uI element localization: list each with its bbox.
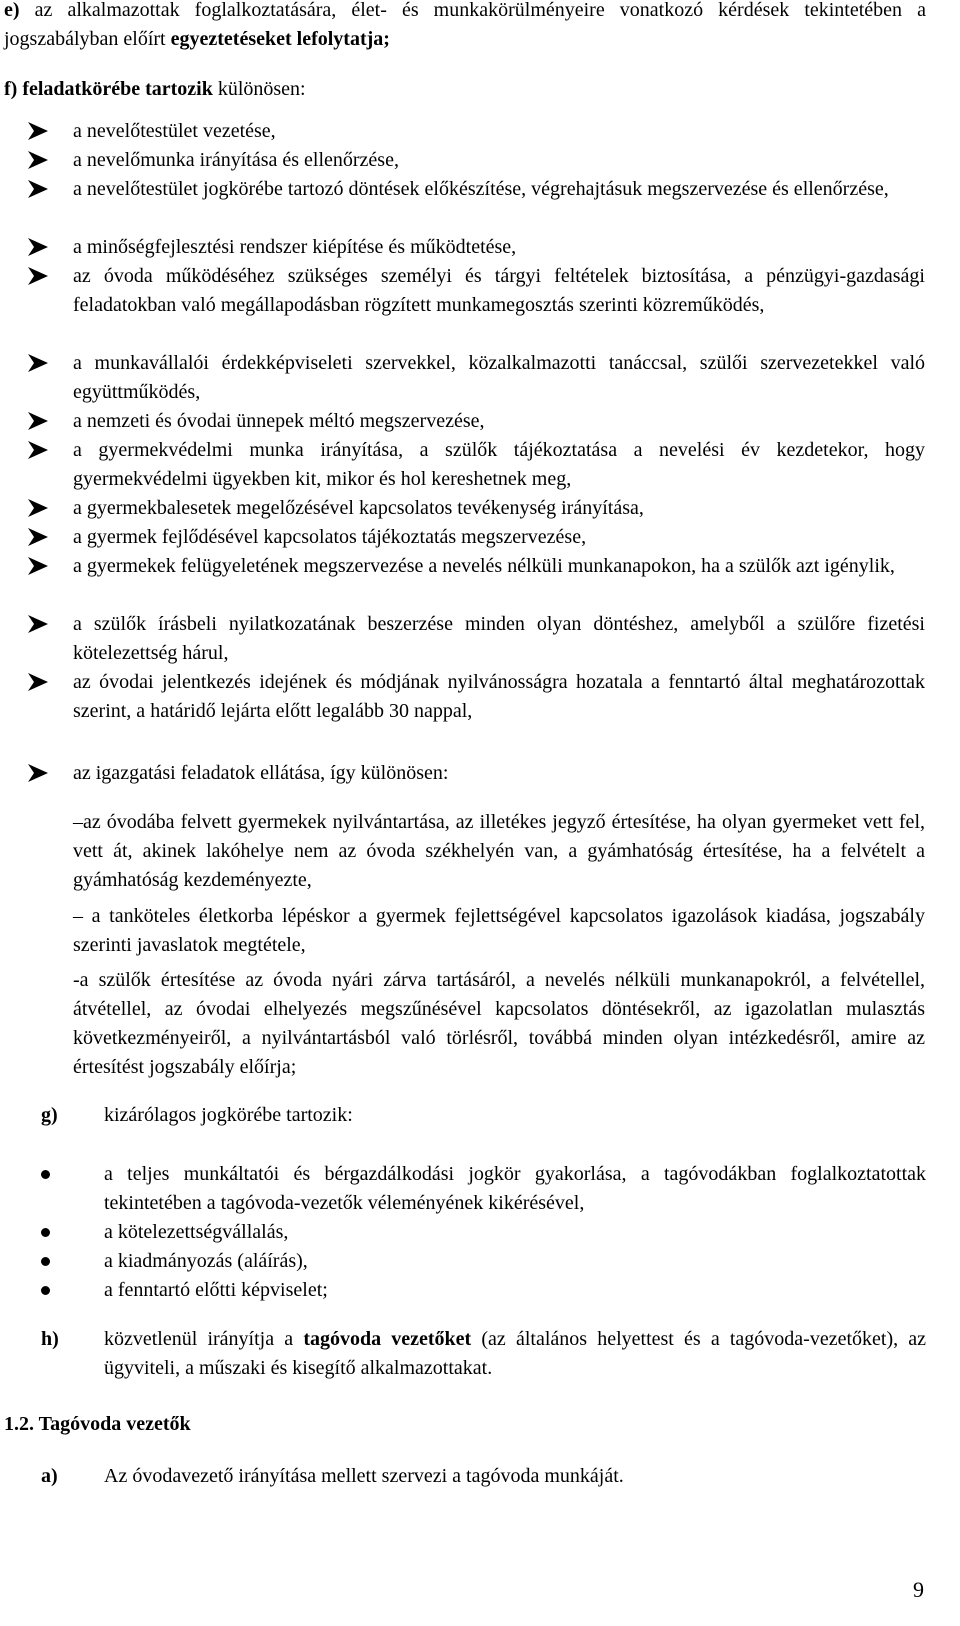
paragraph-f-text: különösen: xyxy=(217,78,306,100)
arrow-bullet-icon xyxy=(27,266,49,286)
g-heading: kizárólagos jogkörébe tartozik: xyxy=(104,1104,353,1126)
paragraph-e-text: az alkalmazottak foglalkoztatására, élet- és munkakörülményeire vonatkozó kérdések tekintetében a jogszabályban előírt xyxy=(4,0,926,50)
list-item: a nevelőmunka irányítása és ellenőrzése, xyxy=(73,149,399,171)
list-item: a gyermekek felügyeletének megszervezése a nevelés nélküli munkanapokon, ha a szülők azt igénylik, xyxy=(73,555,895,577)
arrow-bullet-icon xyxy=(27,556,49,576)
paragraph-e-bold: egyeztetéseket lefolytatja; xyxy=(170,28,390,50)
list-item: a minőségfejlesztési rendszer kiépítése és működtetése, xyxy=(73,236,517,258)
admin-paragraph: -a szülők értesítése az óvoda nyári zárva tartásáról, a nevelés nélküli munkanapokról, a felvétellel, átvétellel, az óvodai elhelyezés megszűnésével kapcsolatos döntésekről, az igazolatlan mulasztás következményeiről, a nyilvántartásból való törlésről, továbbá minden olyan intézkedésről, amire az értesítést jogszabály előírja; xyxy=(73,969,925,1078)
arrow-bullet-icon xyxy=(27,353,49,373)
round-bullet-icon xyxy=(41,1228,50,1237)
list-item: a gyermekbalesetek megelőzésével kapcsolatos tevékenység irányítása, xyxy=(73,497,644,519)
list-item: a szülők írásbeli nyilatkozatának beszerzése minden olyan döntéshez, amelyből a szülőre fizetési kötelezettség hárul, xyxy=(73,613,925,664)
paragraph-h xyxy=(104,1325,926,1383)
list-item: a munkavállalói érdekképviseleti szervekkel, közalkalmazotti tanáccsal, szülői szervezetekkel való együttműködés, xyxy=(73,352,925,403)
round-bullet-icon xyxy=(41,1257,50,1266)
arrow-bullet-icon xyxy=(27,179,49,199)
paragraph-a: Az óvodavezető irányítása mellett szervezi a tagóvoda munkáját. xyxy=(104,1465,624,1487)
arrow-bullet-icon xyxy=(27,527,49,547)
list-item: a nevelőtestület vezetése, xyxy=(73,120,276,142)
list-item: a gyermekvédelmi munka irányítása, a szülők tájékoztatása a nevelési év kezdetekor, hogy gyermekvédelmi ügyekben kit, mikor és hol kereshetnek meg, xyxy=(73,439,925,490)
page-number: 9 xyxy=(913,1577,924,1602)
list-item: a gyermek fejlődésével kapcsolatos tájékoztatás megszervezése, xyxy=(73,526,587,548)
arrow-bullet-icon xyxy=(27,672,49,692)
admin-paragraph: – a tanköteles életkorba lépéskor a gyermek fejlettségével kapcsolatos igazolások kiadása, jogszabály szerinti javaslatok megtétele, xyxy=(73,905,925,956)
item-label-a: a) xyxy=(41,1465,58,1487)
arrow-bullet-icon xyxy=(27,763,49,783)
arrow-bullet-icon xyxy=(27,150,49,170)
list-item: a nemzeti és óvodai ünnepek méltó megszervezése, xyxy=(73,410,485,432)
paragraph-e xyxy=(4,0,926,54)
list-item: a kiadmányozás (aláírás), xyxy=(104,1250,308,1272)
paragraph-h-text-after: (az általános helyettest és a tagóvoda-vezetőket), az ügyviteli, a műszaki és kisegítő alkalmazottakat. xyxy=(104,1328,927,1379)
paragraph-h-text-before: közvetlenül irányítja a xyxy=(104,1328,294,1350)
item-label-h: h) xyxy=(41,1328,59,1350)
arrow-bullet-icon xyxy=(27,121,49,141)
list-item: a teljes munkáltatói és bérgazdálkodási jogkör gyakorlása, a tagóvodákban foglalkoztatottak tekintetében a tagóvoda-vezetők véleményének kikérésével, xyxy=(104,1163,926,1214)
paragraph-f-bold: feladatkörébe tartozik xyxy=(22,78,213,100)
item-label-f: f) xyxy=(4,78,18,100)
round-bullet-icon xyxy=(41,1170,50,1179)
round-bullet-icon xyxy=(41,1286,50,1295)
section-heading: 1.2. Tagóvoda vezetők xyxy=(4,1413,191,1435)
item-label-e: e) xyxy=(4,0,20,21)
admin-paragraph: –az óvodába felvett gyermekek nyilvántartása, az illetékes jegyző értesítése, ha olyan gyermeket vett fel, vett át, akinek lakóhelye nem az óvoda székhelyén van, a gyámhatóság értesítése, ha a felvételt a gyámhatóság kezdeményezte, xyxy=(73,811,925,891)
list-item: a kötelezettségvállalás, xyxy=(104,1221,289,1243)
arrow-bullet-icon xyxy=(27,614,49,634)
arrow-bullet-icon xyxy=(27,498,49,518)
paragraph-h-bold: tagóvoda vezetőket xyxy=(303,1328,472,1350)
item-label-g: g) xyxy=(41,1104,58,1126)
list-item: az óvodai jelentkezés idejének és módjának nyilvánosságra hozatala a fenntartó által meghatározottak szerint, a határidő lejárta előtt legalább 30 nappal, xyxy=(73,671,925,722)
paragraph-f xyxy=(4,75,926,104)
admin-heading: az igazgatási feladatok ellátása, így különösen: xyxy=(73,762,449,784)
list-item: az óvoda működéséhez szükséges személyi és tárgyi feltételek biztosítása, a pénzügyi-gazdasági feladatokban való megállapodásban rögzített munkamegosztás szerinti közreműködés, xyxy=(73,265,925,316)
arrow-bullet-icon xyxy=(27,237,49,257)
arrow-bullet-icon xyxy=(27,440,49,460)
arrow-bullet-icon xyxy=(27,411,49,431)
list-item: a fenntartó előtti képviselet; xyxy=(104,1279,328,1301)
list-item: a nevelőtestület jogkörébe tartozó döntések előkészítése, végrehajtásuk megszervezése és ellenőrzése, xyxy=(73,178,889,200)
